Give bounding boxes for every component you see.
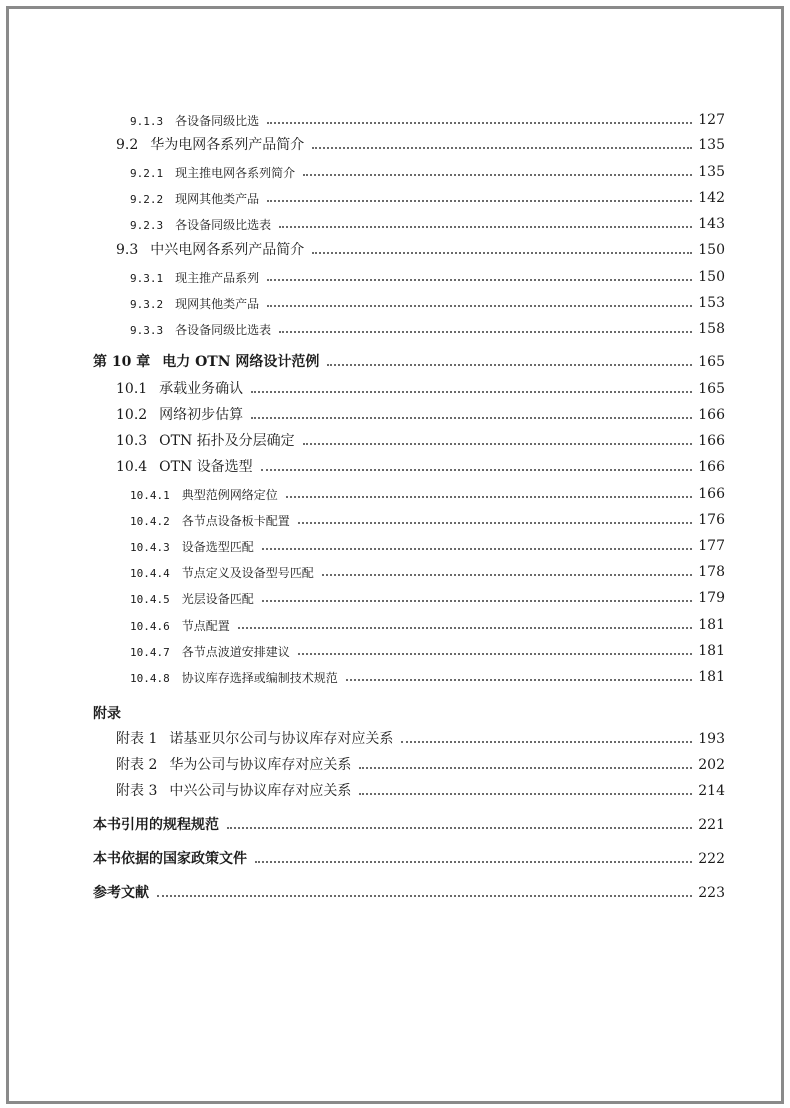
toc-entry-title: 华为电网各系列产品简介 (150, 137, 305, 153)
toc-entry-title: 设备选型匹配 (181, 540, 254, 554)
toc-entry-title: 承载业务确认 (159, 381, 244, 397)
toc-entry-title: OTN 拓扑及分层确定 (159, 433, 295, 449)
toc-entry-number: 9.3.2 (130, 298, 164, 311)
toc-leader-dots (298, 652, 693, 655)
toc-entry-page: 181 (698, 617, 725, 633)
toc-entry-page: 221 (698, 817, 725, 833)
toc-entry-number: 10.4.1 (130, 489, 170, 502)
toc-entry-title: 各节点设备板卡配置 (181, 514, 290, 528)
toc-entry-number: 9.3 (116, 242, 139, 258)
toc-entry[interactable] (130, 591, 725, 605)
toc-leader-dots (401, 740, 692, 743)
toc-entry-title: 节点定义及设备型号匹配 (181, 566, 314, 580)
toc-leader-dots (279, 225, 692, 228)
toc-entry-title: 本书依据的国家政策文件 (93, 851, 247, 867)
toc-leader-dots (251, 390, 692, 393)
toc-entry-page: 153 (698, 295, 725, 311)
toc-entry-number: 10.4.7 (130, 646, 170, 659)
toc-entry-number: 9.2 (116, 137, 139, 153)
toc-entry-page: 176 (698, 512, 725, 528)
toc-leader-dots (261, 468, 693, 471)
toc-leader-dots (267, 278, 692, 281)
toc-entry-page: 222 (698, 851, 725, 867)
toc-chapter-entry[interactable] (93, 818, 725, 832)
toc-entry-number: 10.4.6 (130, 620, 170, 633)
toc-entry[interactable] (130, 618, 725, 632)
toc-entry-title: 典型范例网络定位 (181, 488, 278, 502)
toc-entry[interactable] (130, 644, 725, 658)
toc-leader-dots (359, 792, 692, 795)
toc-leader-dots (255, 860, 692, 863)
toc-entry[interactable] (116, 243, 725, 257)
toc-entry-title: 节点配置 (181, 619, 230, 633)
toc-entry[interactable] (130, 670, 725, 684)
toc-entry[interactable] (130, 322, 725, 336)
toc-entry-number: 10.4.5 (130, 593, 170, 606)
toc-entry-title: 现主推电网各系列简介 (175, 166, 296, 180)
toc-entry-page: 166 (698, 407, 725, 423)
toc-entry-page: 166 (698, 433, 725, 449)
toc-entry[interactable] (116, 732, 725, 746)
toc-entry-number: 10.2 (116, 407, 148, 423)
toc-leader-dots (346, 678, 693, 681)
toc-entry[interactable] (130, 487, 725, 501)
toc-entry[interactable] (116, 460, 725, 474)
toc-entry-number: 9.2.2 (130, 193, 164, 206)
toc-entry-title: 本书引用的规程规范 (93, 817, 219, 833)
toc-entry[interactable] (116, 408, 725, 422)
toc-entry-page: 135 (698, 164, 725, 180)
toc-entry-page: 150 (698, 242, 725, 258)
toc-chapter-entry[interactable] (93, 852, 725, 866)
toc-entry-number: 附表 2 (116, 757, 158, 773)
toc-leader-dots (227, 826, 692, 829)
toc-chapter-entry[interactable] (93, 355, 725, 369)
toc-leader-dots (267, 199, 692, 202)
toc-leader-dots (262, 599, 693, 602)
toc-leader-dots (312, 146, 692, 149)
toc-entry-page: 150 (698, 269, 725, 285)
toc-entry-number: 9.2.1 (130, 167, 164, 180)
toc-leader-dots (303, 442, 693, 445)
toc-entry-number: 附表 3 (116, 783, 158, 799)
toc-entry-page: 179 (698, 590, 725, 606)
toc-entry-number: 10.1 (116, 381, 148, 397)
toc-entry-title: 现网其他类产品 (175, 192, 260, 206)
toc-entry-title: 现主推产品系列 (175, 271, 260, 285)
toc-entry-number: 附表 1 (116, 731, 158, 747)
toc-entry[interactable] (130, 191, 725, 205)
toc-leader-dots (157, 894, 692, 897)
toc-entry-page: 223 (698, 885, 725, 901)
toc-entry-title: 中兴公司与协议库存对应关系 (169, 783, 352, 799)
toc-leader-dots (262, 547, 693, 550)
toc-entry-page: 181 (698, 643, 725, 659)
toc-entry[interactable] (130, 539, 725, 553)
toc-entry[interactable] (116, 758, 725, 772)
toc-leader-dots (286, 495, 693, 498)
toc-entry-number: 10.4.4 (130, 567, 170, 580)
toc-leader-dots (238, 626, 693, 629)
toc-chapter-entry[interactable] (93, 886, 725, 900)
toc-entry-number: 10.3 (116, 433, 148, 449)
toc-entry[interactable] (130, 217, 725, 231)
toc-entry-page: 143 (698, 216, 725, 232)
toc-entry-title: 中兴电网各系列产品简介 (150, 242, 305, 258)
toc-entry-number: 10.4.8 (130, 672, 170, 685)
toc-entry-title: 电力 OTN 网络设计范例 (162, 354, 320, 370)
toc-entry-title: 华为公司与协议库存对应关系 (169, 757, 352, 773)
toc-leader-dots (359, 766, 692, 769)
toc-entry-page: 177 (698, 538, 725, 554)
toc-leader-dots (298, 521, 693, 524)
toc-entry-page: 181 (698, 669, 725, 685)
toc-leader-dots (312, 251, 692, 254)
toc-entry-title: OTN 设备选型 (159, 459, 253, 475)
toc-leader-dots (267, 304, 692, 307)
toc-leader-dots (303, 173, 692, 176)
toc-leader-dots (279, 330, 692, 333)
toc-entry-title: 网络初步估算 (159, 407, 244, 423)
toc-entry-title: 协议库存选择或编制技术规范 (181, 671, 338, 685)
toc-entry-title: 各设备同级比选表 (175, 218, 272, 232)
toc-entry[interactable] (130, 165, 725, 179)
toc-entry-title: 各设备同级比选 (175, 114, 260, 128)
toc-entry-title: 现网其他类产品 (175, 297, 260, 311)
toc-entry-page: 127 (698, 112, 725, 128)
toc-entry-number: 第 10 章 (93, 354, 151, 370)
toc-entry[interactable] (130, 296, 725, 310)
toc-entry-page: 178 (698, 564, 725, 580)
toc-entry[interactable] (116, 434, 725, 448)
toc-entry-number: 10.4 (116, 459, 148, 475)
toc-entry-number: 10.4.2 (130, 515, 170, 528)
toc-entry-title: 参考文献 (93, 885, 149, 901)
toc-entry-page: 135 (698, 137, 725, 153)
toc-entry-title: 诺基亚贝尔公司与协议库存对应关系 (169, 731, 394, 747)
toc-entry-page: 142 (698, 190, 725, 206)
toc-leader-dots (251, 416, 692, 419)
toc-entry-page: 166 (698, 486, 725, 502)
toc-leader-dots (267, 121, 692, 124)
toc-entry-page: 193 (698, 731, 725, 747)
toc-entry[interactable] (116, 784, 725, 798)
toc-entry-page: 158 (698, 321, 725, 337)
toc-entry-page: 166 (698, 459, 725, 475)
toc-entry-title: 光层设备匹配 (181, 592, 254, 606)
toc-entry-title: 各设备同级比选表 (175, 323, 272, 337)
toc-entry-number: 9.2.3 (130, 219, 164, 232)
toc-entry-page: 165 (698, 354, 725, 370)
toc-entry[interactable] (130, 113, 725, 127)
toc-entry-page: 202 (698, 757, 725, 773)
toc-entry-number: 9.3.1 (130, 272, 164, 285)
toc-entry-number: 9.1.3 (130, 115, 164, 128)
toc-entry[interactable] (116, 382, 725, 396)
toc-entry-title: 各节点波道安排建议 (181, 645, 290, 659)
toc-entry[interactable] (116, 138, 725, 152)
toc-entry[interactable] (130, 270, 725, 284)
toc-entry-number: 9.3.3 (130, 324, 164, 337)
appendix-heading: 附录 (93, 706, 121, 722)
toc-leader-dots (322, 573, 693, 576)
toc-entry-number: 10.4.3 (130, 541, 170, 554)
toc-entry-page: 165 (698, 381, 725, 397)
toc-entry[interactable] (130, 513, 725, 527)
toc-entry[interactable] (130, 565, 725, 579)
toc-entry-page: 214 (698, 783, 725, 799)
toc-leader-dots (327, 363, 692, 366)
